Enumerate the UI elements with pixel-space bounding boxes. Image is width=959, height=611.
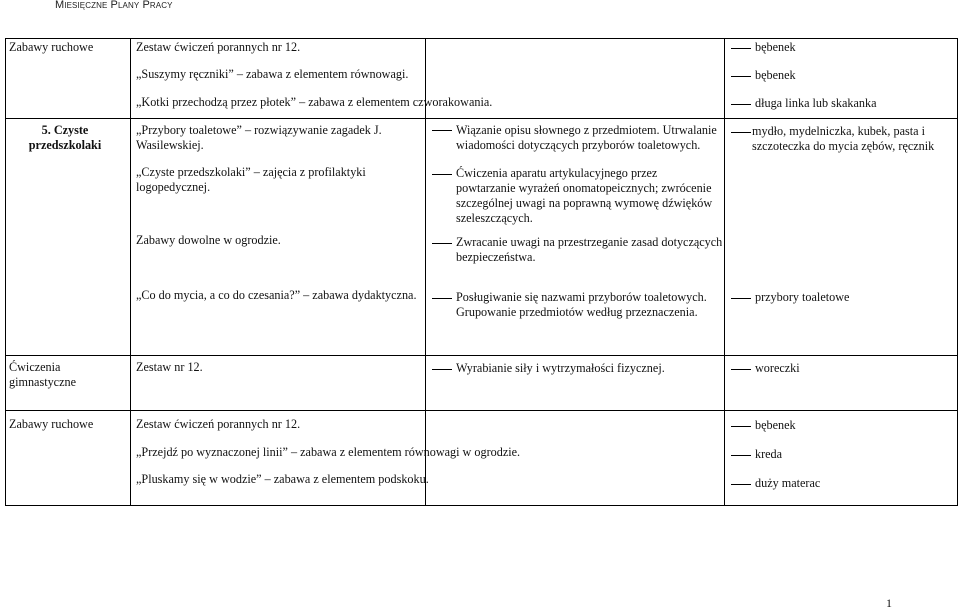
row-divider-1: [5, 118, 958, 119]
page-number: 1: [886, 596, 892, 610]
row2-activity-1: „Przybory toaletowe” – rozwiązywanie zagadek J. Wasilewskiej.: [136, 123, 382, 152]
row2-material-1: mydło, mydelniczka, kubek, pasta i szczoteczka do mycia zębów, ręcznik: [752, 124, 935, 153]
row4-activity-2: „Przejdź po wyznaczonej linii” – zabawa z elementem równowagi w ogrodzie.: [136, 445, 521, 459]
row3-activity: Zestaw nr 12.: [136, 360, 203, 374]
row4-material-2: kreda: [755, 447, 783, 461]
row-divider-2: [5, 355, 958, 356]
row3-goal: Wyrabianie siły i wytrzymałości fizycznej.: [456, 361, 665, 375]
column-divider-3: [724, 38, 725, 505]
page-header: Miesięczne Plany Pracy: [55, 0, 173, 11]
table-border-bottom: [5, 505, 958, 506]
row2-goal-3: Zwracanie uwagi na przestrzeganie zasad dotyczących bezpieczeństwa.: [456, 235, 723, 264]
row4-activity-3: „Pluskamy się w wodzie” – zabawa z elementem podskoku.: [136, 472, 429, 486]
row1-material-1: bębenek: [755, 40, 796, 54]
row1-activity-2: „Suszymy ręczniki” – zabawa z elementem równowagi.: [136, 67, 409, 81]
bullet-dash: [731, 76, 751, 77]
row1-activity-1: Zestaw ćwiczeń porannych nr 12.: [136, 40, 301, 54]
row1-category: Zabawy ruchowe: [9, 40, 94, 54]
bullet-dash: [432, 369, 452, 370]
bullet-dash: [432, 243, 452, 244]
bullet-dash: [731, 298, 751, 299]
row1-material-2: bębenek: [755, 68, 796, 82]
bullet-dash: [432, 298, 452, 299]
row3-material: woreczki: [755, 361, 800, 375]
row2-activity-3: Zabawy dowolne w ogrodzie.: [136, 233, 281, 247]
bullet-dash: [432, 130, 452, 131]
table-border-right: [957, 38, 958, 505]
table-border-left: [5, 38, 6, 505]
bullet-dash: [731, 48, 751, 49]
row4-material-3: duży materac: [755, 476, 821, 490]
row4-category: Zabawy ruchowe: [9, 417, 94, 431]
row-divider-3: [5, 410, 958, 411]
row2-activity-4: „Co do mycia, a co do czesania?” – zabawa dydaktyczna.: [136, 288, 417, 302]
row1-material-3: długa linka lub skakanka: [755, 96, 877, 110]
row2-goal-1: Wiązanie opisu słownego z przedmiotem. Utrwalanie wiadomości dotyczących przyborów toaletowych.: [456, 123, 717, 152]
row1-activity-3: „Kotki przechodzą przez płotek” – zabawa z elementem czworakowania.: [136, 95, 493, 109]
row2-goal-4: Posługiwanie się nazwami przyborów toaletowych. Grupowanie przedmiotów według przeznaczenia.: [456, 290, 707, 319]
table-border-top: [5, 38, 958, 39]
row4-material-1: bębenek: [755, 418, 796, 432]
bullet-dash: [731, 455, 751, 456]
row2-material-4: przybory toaletowe: [755, 290, 850, 304]
bullet-dash: [731, 104, 751, 105]
row3-category: Ćwiczenia gimnastyczne: [9, 360, 77, 389]
row2-activity-2: „Czyste przedszkolaki” – zajęcia z profilaktyki logopedycznej.: [136, 165, 366, 194]
column-divider-1: [130, 38, 131, 505]
bullet-dash: [731, 426, 751, 427]
bullet-dash: [731, 132, 751, 133]
row2-category: 5. Czyste przedszkolaki: [28, 123, 102, 152]
row4-activity-1: Zestaw ćwiczeń porannych nr 12.: [136, 417, 301, 431]
row2-goal-2: Ćwiczenia aparatu artykulacyjnego przez powtarzanie wyrażeń onomatopeicznych; zwrócenie szczególnej uwagi na poprawną wymowę dźwięków szeleszczących.: [456, 166, 713, 225]
bullet-dash: [731, 484, 751, 485]
bullet-dash: [432, 174, 452, 175]
bullet-dash: [731, 369, 751, 370]
